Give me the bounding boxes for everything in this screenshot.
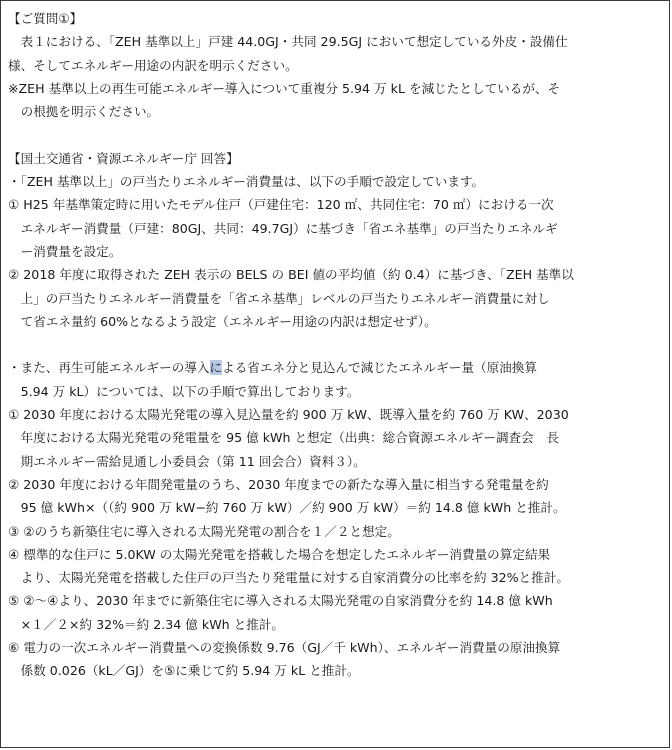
answer-line: ① H25 年基準策定時に用いたモデル住戸（戸建住宅：120 ㎡、共同住宅：70 ㎡）における一次: [8, 197, 554, 213]
answer-line: ー消費量を設定。: [8, 243, 122, 259]
answer-line: 期エネルギー需給見通し小委員会（第 11 回会合）資料３）。: [8, 453, 366, 469]
answer-line: 年度における太陽光発電の発電量を 95 億 kWh と想定（出典：総合資源エネルギー調査会 長: [8, 430, 559, 446]
question-line: の根拠を明示ください。: [8, 104, 160, 120]
answer-line: ① 2030 年度における太陽光発電の導入見込量を約 900 万 kW、既導入量を約 760 万 KW、2030: [8, 407, 569, 423]
answer-line: ③ ②のうち新築住宅に導入される太陽光発電の割合を１／２と想定。: [8, 523, 400, 539]
answer-line-with-selection: [8, 356, 663, 379]
document-body: [8, 7, 663, 683]
answer-line: エネルギー消費量（戸建：80GJ、共同：49.7GJ）に基づき「省エネ基準」の戸当たりエネルギ: [8, 220, 558, 236]
text-selection-highlight[interactable]: に: [209, 360, 223, 376]
question-line: 表１における、「ZEH 基準以上」戸建 44.0GJ・共同 29.5GJ において想定している外皮・設備仕: [8, 34, 568, 50]
text-run: よる省エネ分と見込んで減じたエネルギー量（原油換算: [222, 360, 537, 376]
answer-line: 上」の戸当たりエネルギー消費量を「省エネ基準」レベルの戸当たりエネルギー消費量に対し: [8, 290, 550, 306]
question-line: 様、そしてエネルギー用途の内訳を明示ください。: [8, 57, 298, 73]
question-heading: 【ご質問①】: [8, 11, 83, 26]
spacer: [8, 333, 663, 356]
answer-line: ④ 標準的な住戸に 5.0KW の太陽光発電を搭載した場合を想定したエネルギー消費量の算定結果: [8, 546, 551, 562]
answer-line: 95 億 kWh×（（約 900 万 kW−約 760 万 kW）／約 900 万 kW）＝約 14.8 億 kWh と推計。: [8, 500, 566, 516]
answer-line: ⑤ ②〜④より、2030 年までに新築住宅に導入される太陽光発電の自家消費分を約 14.8 億 kWh: [8, 593, 553, 609]
answer-line: ② 2030 年度における年間発電量のうち、2030 年度までの新たな導入量に相当する発電量を約: [8, 476, 549, 492]
spacer: [8, 123, 663, 146]
answer-line: ⑥ 電力の一次エネルギー消費量への変換係数 9.76（GJ／千 kWh）、エネルギー消費量の原油換算: [8, 640, 561, 656]
answer-line: 係数 0.026（kL／GJ）を⑤に乗じて約 5.94 万 kL と推計。: [8, 663, 360, 679]
answer-line: ・「ZEH 基準以上」の戸当たりエネルギー消費量は、以下の手順で設定しています。: [8, 174, 485, 190]
answer-line: ×１／２×約 32%＝約 2.34 億 kWh と推計。: [8, 616, 285, 632]
answer-line: 5.94 万 kL）については、以下の手順で算出しております。: [8, 383, 360, 399]
question-line: ※ZEH 基準以上の再生可能エネルギー導入について重複分 5.94 万 kL を減じたとしているが、そ: [8, 80, 561, 96]
answer-heading: 【国土交通省・資源エネルギー庁 回答】: [8, 150, 239, 166]
answer-line: より、太陽光発電を搭載した住戸の戸当たり発電量に対する自家消費分の比率を約 32%と推計。: [8, 570, 569, 586]
text-run: ・また、再生可能エネルギーの導入: [8, 360, 210, 376]
answer-line: て省エネ量約 60%となるよう設定（エネルギー用途の内訳は想定せず）。: [8, 313, 437, 329]
answer-line: ② 2018 年度に取得された ZEH 表示の BELS の BEI 値の平均値（約 0.4）に基づき、「ZEH 基準以: [8, 267, 574, 283]
